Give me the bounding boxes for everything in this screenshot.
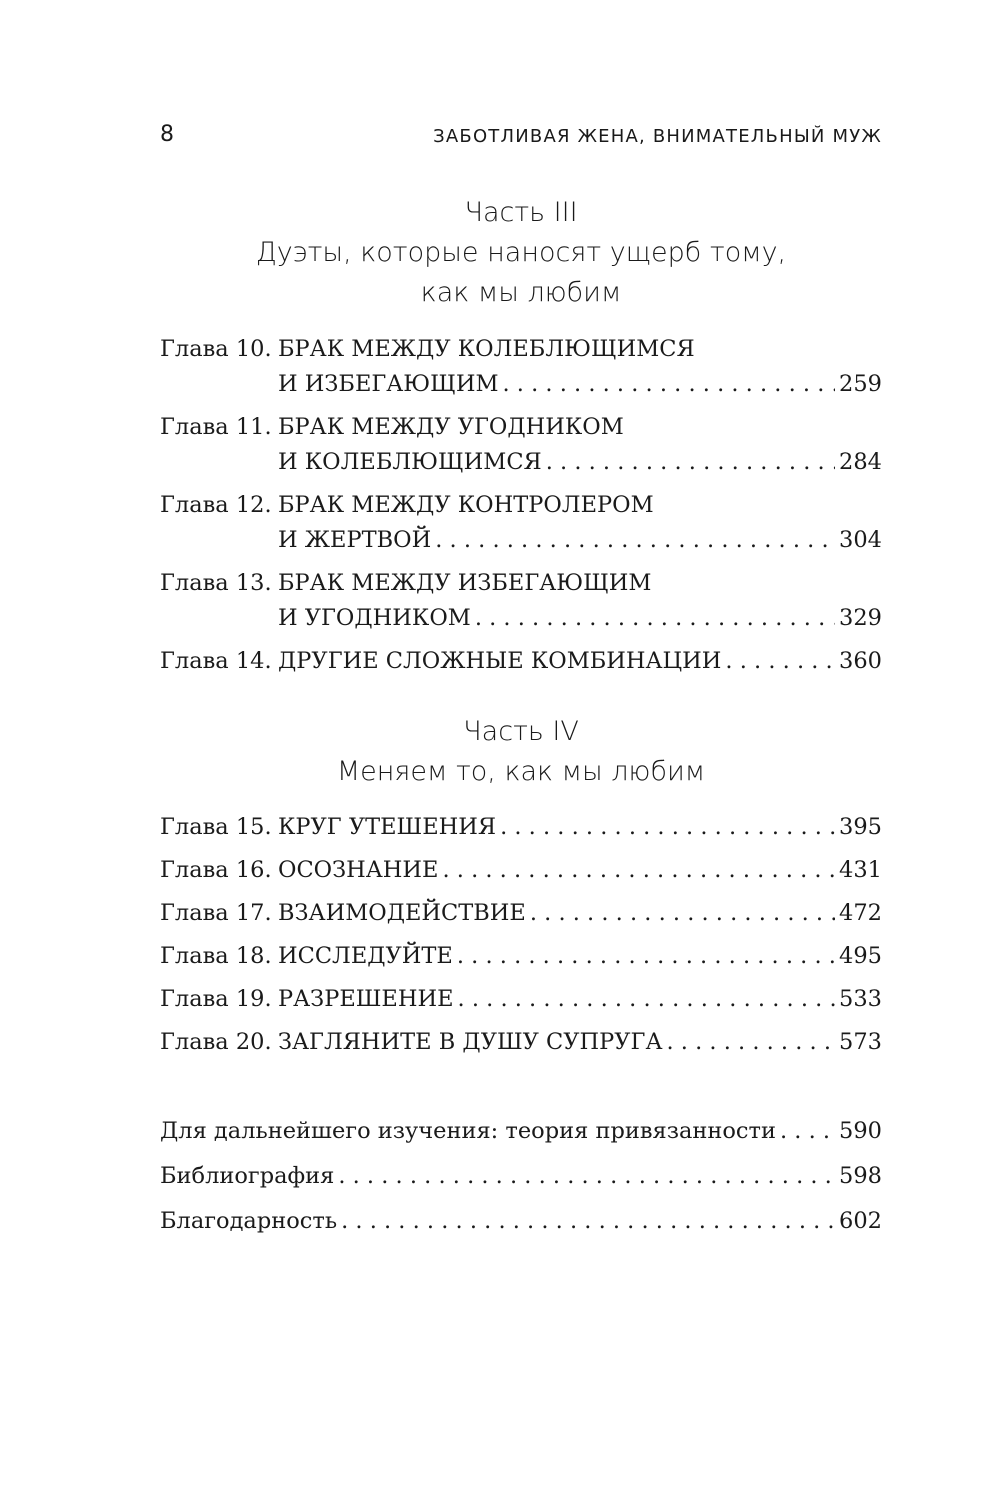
- chapter-title: РАЗРЕШЕНИЕ: [278, 986, 454, 1012]
- chapter-number: Глава 14.: [160, 648, 272, 674]
- toc-entry[interactable]: [160, 332, 882, 402]
- chapter-title: И КОЛЕБЛЮЩИМСЯ: [278, 449, 542, 475]
- chapter-number: Глава 11.: [160, 414, 272, 440]
- chapter-title: ИССЛЕДУЙТЕ: [278, 943, 453, 969]
- toc-entry[interactable]: [160, 939, 882, 974]
- page-ref: 329: [839, 605, 882, 631]
- toc-entry[interactable]: [160, 896, 882, 931]
- dot-leader: [500, 810, 835, 845]
- chapter-title: БРАК МЕЖДУ ИЗБЕГАЮЩИМ: [278, 570, 652, 596]
- toc-line: [160, 332, 882, 367]
- section-title: Для дальнейшего изучения: теория привязанности: [160, 1118, 776, 1144]
- toc-entry[interactable]: [160, 566, 882, 636]
- chapter-number: Глава 16.: [160, 857, 272, 883]
- section-title: Благодарность: [160, 1208, 338, 1234]
- toc-section: [160, 810, 882, 1068]
- toc-entry[interactable]: [160, 410, 882, 480]
- chapter-number: Глава 20.: [160, 1029, 272, 1055]
- chapter-title: БРАК МЕЖДУ УГОДНИКОМ: [278, 414, 624, 440]
- chapter-title: ОСОЗНАНИЕ: [278, 857, 439, 883]
- chapter-title: БРАК МЕЖДУ КОНТРОЛЕРОМ: [278, 492, 654, 518]
- page-ref: 395: [839, 814, 882, 840]
- running-head: ЗАБОТЛИВАЯ ЖЕНА, ВНИМАТЕЛЬНЫЙ МУЖ: [433, 126, 882, 147]
- dot-leader: [780, 1114, 835, 1149]
- dot-leader: [457, 939, 835, 974]
- chapter-number: Глава 10.: [160, 336, 272, 362]
- toc-entry[interactable]: [160, 644, 882, 679]
- page-ref: 573: [839, 1029, 882, 1055]
- toc-entry[interactable]: [160, 1114, 882, 1149]
- dot-leader: [442, 853, 835, 888]
- toc-line: [160, 523, 882, 558]
- page-ref: 590: [839, 1118, 882, 1144]
- chapter-title: И ИЗБЕГАЮЩИМ: [278, 371, 499, 397]
- chapter-title: И УГОДНИКОМ: [278, 605, 471, 631]
- part-title: как мы любим: [420, 277, 622, 308]
- chapter-number: Глава 15.: [160, 814, 272, 840]
- page-ref: 472: [839, 900, 882, 926]
- toc-entry[interactable]: [160, 488, 882, 558]
- part-label: Часть IV: [463, 716, 579, 747]
- part-heading: [160, 712, 882, 792]
- toc-line: [160, 566, 882, 601]
- toc-line: [160, 367, 882, 402]
- page-ref: 598: [839, 1163, 882, 1189]
- page-number: 8: [160, 122, 174, 147]
- dot-leader: [530, 896, 835, 931]
- toc-line: [160, 488, 882, 523]
- page-ref: 259: [839, 371, 882, 397]
- page-ref: 360: [839, 648, 882, 674]
- chapter-number: Глава 19.: [160, 986, 272, 1012]
- toc-line: [160, 601, 882, 636]
- dot-leader: [338, 1159, 835, 1194]
- toc-line: [160, 445, 882, 480]
- page-ref: 284: [839, 449, 882, 475]
- page-header: [160, 122, 882, 162]
- toc-entry[interactable]: [160, 853, 882, 888]
- chapter-number: Глава 17.: [160, 900, 272, 926]
- part-title: Дуэты, которые наносят ущерб тому,: [255, 237, 787, 268]
- chapter-title: ДРУГИЕ СЛОЖНЫЕ КОМБИНАЦИИ: [278, 648, 722, 674]
- toc-entry[interactable]: [160, 810, 882, 845]
- toc-entry[interactable]: [160, 1025, 882, 1060]
- page-ref: 304: [839, 527, 882, 553]
- part-title: Меняем то, как мы любим: [336, 756, 706, 787]
- dot-leader: [725, 644, 835, 679]
- toc-entry[interactable]: [160, 1159, 882, 1194]
- chapter-title: ВЗАИМОДЕЙСТВИЕ: [278, 900, 526, 926]
- toc-line: [160, 644, 882, 679]
- toc-entry[interactable]: [160, 982, 882, 1017]
- page-ref: 495: [839, 943, 882, 969]
- dot-leader: [435, 523, 835, 558]
- chapter-title: И ЖЕРТВОЙ: [278, 527, 432, 553]
- chapter-title: КРУГ УТЕШЕНИЯ: [278, 814, 497, 840]
- dot-leader: [546, 445, 835, 480]
- part-heading: [160, 193, 882, 313]
- dot-leader: [667, 1025, 836, 1060]
- dot-leader: [458, 982, 836, 1017]
- chapter-title: ЗАГЛЯНИТЕ В ДУШУ СУПРУГА: [278, 1029, 663, 1055]
- chapter-number: Глава 13.: [160, 570, 272, 596]
- dot-leader: [475, 601, 835, 636]
- chapter-title: БРАК МЕЖДУ КОЛЕБЛЮЩИМСЯ: [278, 336, 695, 362]
- toc-section: [160, 332, 882, 687]
- page-ref: 533: [839, 986, 882, 1012]
- toc-line: [160, 410, 882, 445]
- chapter-number: Глава 12.: [160, 492, 272, 518]
- page-ref: 431: [839, 857, 882, 883]
- dot-leader: [341, 1204, 835, 1239]
- part-label: Часть III: [464, 197, 578, 228]
- page-ref: 602: [839, 1208, 882, 1234]
- toc-back-matter: [160, 1114, 882, 1249]
- toc-entry[interactable]: [160, 1204, 882, 1239]
- chapter-number: Глава 18.: [160, 943, 272, 969]
- dot-leader: [503, 367, 836, 402]
- section-title: Библиография: [160, 1163, 335, 1189]
